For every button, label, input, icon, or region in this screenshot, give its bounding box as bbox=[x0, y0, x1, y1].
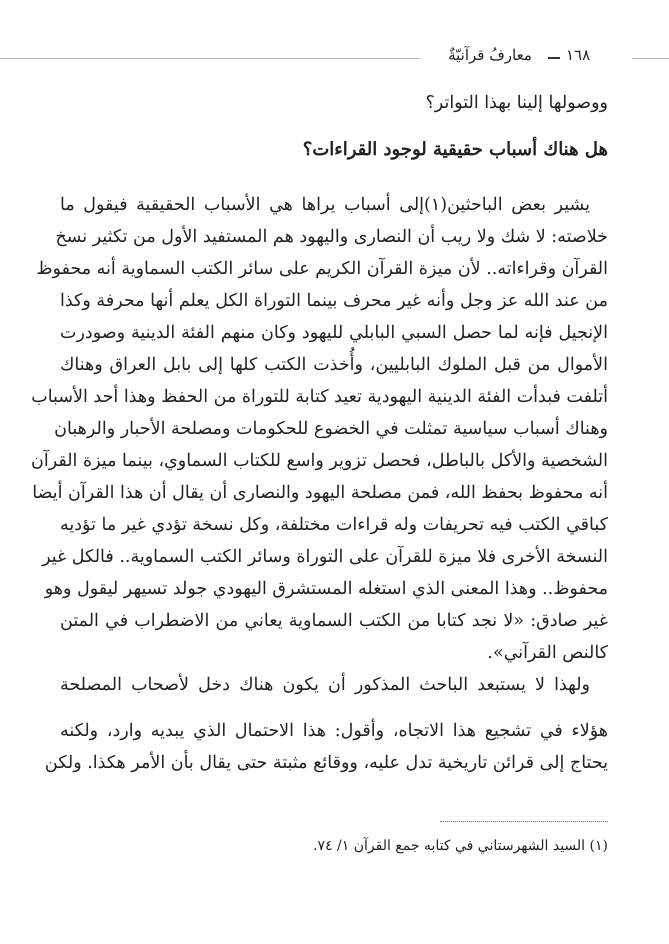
header-rule-left bbox=[0, 58, 420, 59]
text-line: وهناك أسباب سياسية تمثلت في الخضوع للحكومات ومصلحة الأحبار والرهبان bbox=[54, 419, 608, 439]
text-line: ولهذا لا يستبعد الباحث المذكور أن يكون هناك دخل لأصحاب المصلحة bbox=[60, 675, 590, 695]
text-line: أتلفت فبدأت الفئة الدينية اليهودية تعيد كتابة للتوراة من الحفظ وهذا أحد الأسباب bbox=[31, 387, 608, 407]
running-title: معارفُ قرآنيّةٌ bbox=[448, 46, 532, 64]
header-dash bbox=[548, 57, 560, 59]
footnote-separator bbox=[440, 821, 608, 822]
text-line: الإنجيل فإنه لما حصل السبي البابلي لليهود وكان منهم الفئة الدينية وصودرت bbox=[60, 323, 608, 343]
text-line: النسخة الأخرى فلا ميزة للقرآن على التوراة وسائر الكتب السماوية.. فالكل غير bbox=[42, 547, 608, 567]
text-line: كالنص القرآني». bbox=[487, 643, 608, 663]
text-line: يشير بعض الباحثين(١)إلى أسباب يراها هي الأسباب الحقيقية فيقول ما bbox=[60, 195, 590, 215]
page-number: ١٦٨ bbox=[566, 46, 591, 64]
text-line: محفوظ.. وهذا المعنى الذي استغله المستشرق اليهودي جولد تسيهر ليقول وهو bbox=[44, 579, 608, 599]
footnote: (١) السيد الشهرستاني في كتابه جمع القرآن ١/ ٧٤. bbox=[313, 838, 608, 854]
text-line: يحتاج إلى قرائن تاريخية تدل عليه، ووقائع مثبتة حتى يقال بأن الأمر هكذا. ولكن bbox=[44, 753, 608, 773]
text-line: هؤلاء في تشجيع هذا الاتجاه، وأقول: هذا الاحتمال الذي يبديه وارد، ولكنه bbox=[60, 721, 608, 741]
text-line: الشخصية والأكل بالباطل، فحصل تزوير واسع للكتاب السماوي، بينما ميزة القرآن bbox=[30, 451, 608, 471]
text-line: كباقي الكتب فيه تحريفات وله قراءات مختلفة، وكل نسخة تؤدي غير ما تؤديه bbox=[60, 515, 608, 535]
text-line: خلاصته: لا شك ولا ريب أن النصارى واليهود هم المستفيد الأول من تكثير نسخ bbox=[55, 227, 608, 247]
text-line: ووصولها إلينا بهذا التواتر؟ bbox=[425, 93, 608, 113]
header-rule-right bbox=[632, 58, 669, 59]
section-heading: هل هناك أسباب حقيقية لوجود القراءات؟ bbox=[302, 139, 608, 160]
text-line: القرآن وقراءاته.. لأن ميزة القرآن الكريم على سائر الكتب السماوية أنه محفوظ bbox=[36, 259, 608, 279]
text-line: أنه محفوظ بحفظ الله، فمن مصلحة اليهود والنصارى أن يقال أن هذا القرآن أيضا bbox=[32, 483, 608, 503]
text-line: الأموال من قبل الملوك البابليين، وأُخذت الكتب كلها إلى بابل العراق وهناك bbox=[60, 355, 608, 375]
text-line: من عند الله عز وجل وأنه غير محرف بينما التوراة الكل يعلم أنها محرفة وكذا bbox=[60, 291, 608, 311]
text-line: غير صادق: «لا نجد كتابا من الكتب السماوية يعاني من الاضطراب في المتن bbox=[60, 611, 608, 631]
